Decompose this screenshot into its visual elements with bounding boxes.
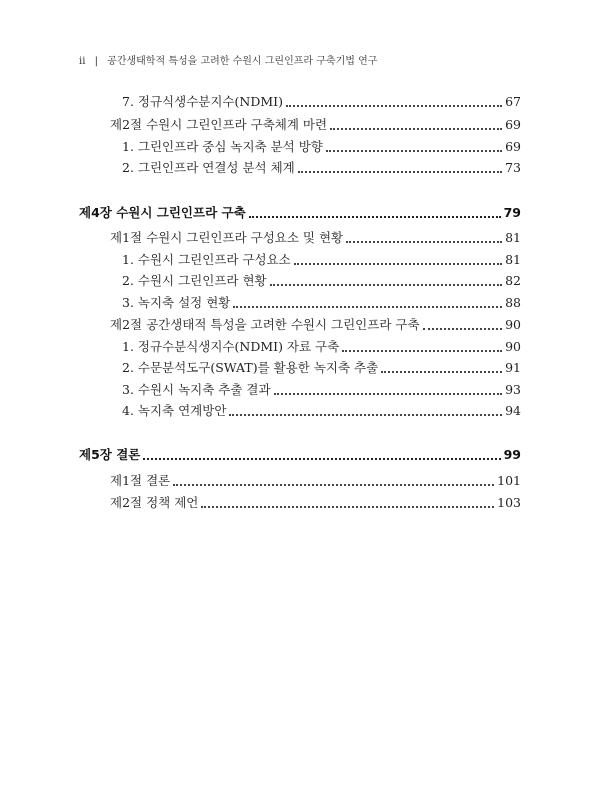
- toc-entry-page: 99: [503, 447, 521, 462]
- toc-entry-item[interactable]: [122, 360, 521, 376]
- toc-entry-label: 제2절 공간생태적 특성을 고려한 수원시 그린인프라 구축: [110, 317, 420, 332]
- toc-entry-section[interactable]: [110, 317, 521, 333]
- toc-entry-item[interactable]: [122, 94, 521, 110]
- toc-entry-page: 94: [505, 403, 521, 418]
- toc-entry-section[interactable]: [110, 117, 521, 133]
- toc-entry-page: 67: [505, 94, 521, 109]
- toc-entry-page: 103: [497, 495, 521, 510]
- toc-entry-item[interactable]: [122, 295, 521, 311]
- toc-entry-label: 제1절 수원시 그린인프라 구성요소 및 현황: [110, 230, 344, 245]
- toc-entry-label: 3. 녹지축 설정 현황: [122, 295, 231, 310]
- toc-entry-label: 1. 그린인프라 중심 녹지축 분석 방향: [122, 139, 323, 154]
- toc-leader-dots: [173, 483, 494, 486]
- toc-entry-label: 2. 수원시 그린인프라 현황: [122, 273, 267, 288]
- toc-entry-item[interactable]: [122, 252, 521, 268]
- header-running-title: 공간생태학적 특성을 고려한 수원시 그린인프라 구축기법 연구: [107, 56, 378, 67]
- toc-leader-dots: [381, 370, 502, 373]
- toc-entry-page: 90: [505, 317, 521, 332]
- toc-entry-section[interactable]: [110, 230, 521, 246]
- toc-entry-page: 73: [505, 160, 521, 175]
- toc-leader-dots: [423, 327, 503, 330]
- toc-entry-label: 제2절 정책 제언: [110, 495, 199, 510]
- toc-entry-page: 81: [505, 252, 521, 267]
- toc-entry-chapter[interactable]: [79, 447, 521, 463]
- toc-entry-page: 79: [503, 205, 521, 220]
- toc-entry-page: 69: [505, 139, 521, 154]
- toc-entry-chapter[interactable]: [79, 205, 521, 221]
- toc-leader-dots: [326, 149, 502, 152]
- toc-entry-section[interactable]: [110, 495, 521, 511]
- toc-entry-item[interactable]: [122, 339, 521, 355]
- toc-leader-dots: [270, 283, 502, 286]
- toc-entry-page: 81: [505, 230, 521, 245]
- toc-entry-item[interactable]: [122, 403, 521, 419]
- toc-entry-item[interactable]: [122, 273, 521, 289]
- toc-entry-label: 제5장 결론: [79, 447, 141, 462]
- toc-entry-label: 2. 그린인프라 연결성 분석 체계: [122, 160, 295, 175]
- toc-leader-dots: [143, 457, 500, 460]
- toc-leader-dots: [233, 305, 502, 308]
- toc-entry-label: 4. 녹지축 연계방안: [122, 403, 227, 418]
- toc-entry-item[interactable]: [122, 139, 521, 155]
- toc-entry-label: 제4장 수원시 그린인프라 구축: [79, 205, 246, 220]
- toc-entry-label: 2. 수문분석도구(SWAT)를 활용한 녹지축 추출: [122, 360, 379, 375]
- toc-entry-page: 82: [505, 273, 521, 288]
- toc-entry-item[interactable]: [122, 382, 521, 398]
- toc-entry-page: 93: [505, 382, 521, 397]
- toc-entry-label: 1. 정규수분식생지수(NDMI) 자료 구축: [122, 339, 340, 354]
- toc-entry-label: 7. 정규식생수분지수(NDMI): [122, 94, 283, 109]
- toc-entry-page: 69: [505, 117, 521, 132]
- toc-leader-dots: [298, 170, 502, 173]
- header-separator: |: [94, 56, 98, 67]
- toc-leader-dots: [294, 262, 502, 265]
- header-page-number: ii: [79, 56, 86, 67]
- toc-entry-label: 제1절 결론: [110, 473, 171, 488]
- toc-leader-dots: [346, 240, 502, 243]
- toc-entry-label: 1. 수원시 그린인프라 구성요소: [122, 252, 291, 267]
- toc-leader-dots: [330, 127, 502, 130]
- toc-leader-dots: [249, 215, 501, 218]
- toc-entry-label: 제2절 수원시 그린인프라 구축체계 마련: [110, 117, 328, 132]
- toc-leader-dots: [201, 505, 494, 508]
- toc-entry-page: 91: [505, 360, 521, 375]
- toc-entry-label: 3. 수원시 녹지축 추출 결과: [122, 382, 271, 397]
- toc-leader-dots: [229, 413, 502, 416]
- toc-entry-page: 88: [505, 295, 521, 310]
- toc-leader-dots: [286, 104, 502, 107]
- toc-entry-item[interactable]: [122, 160, 521, 176]
- toc-entry-section[interactable]: [110, 473, 521, 489]
- toc-leader-dots: [342, 349, 502, 352]
- toc-leader-dots: [274, 392, 503, 395]
- toc-entry-page: 90: [505, 339, 521, 354]
- toc-entry-page: 101: [497, 473, 521, 488]
